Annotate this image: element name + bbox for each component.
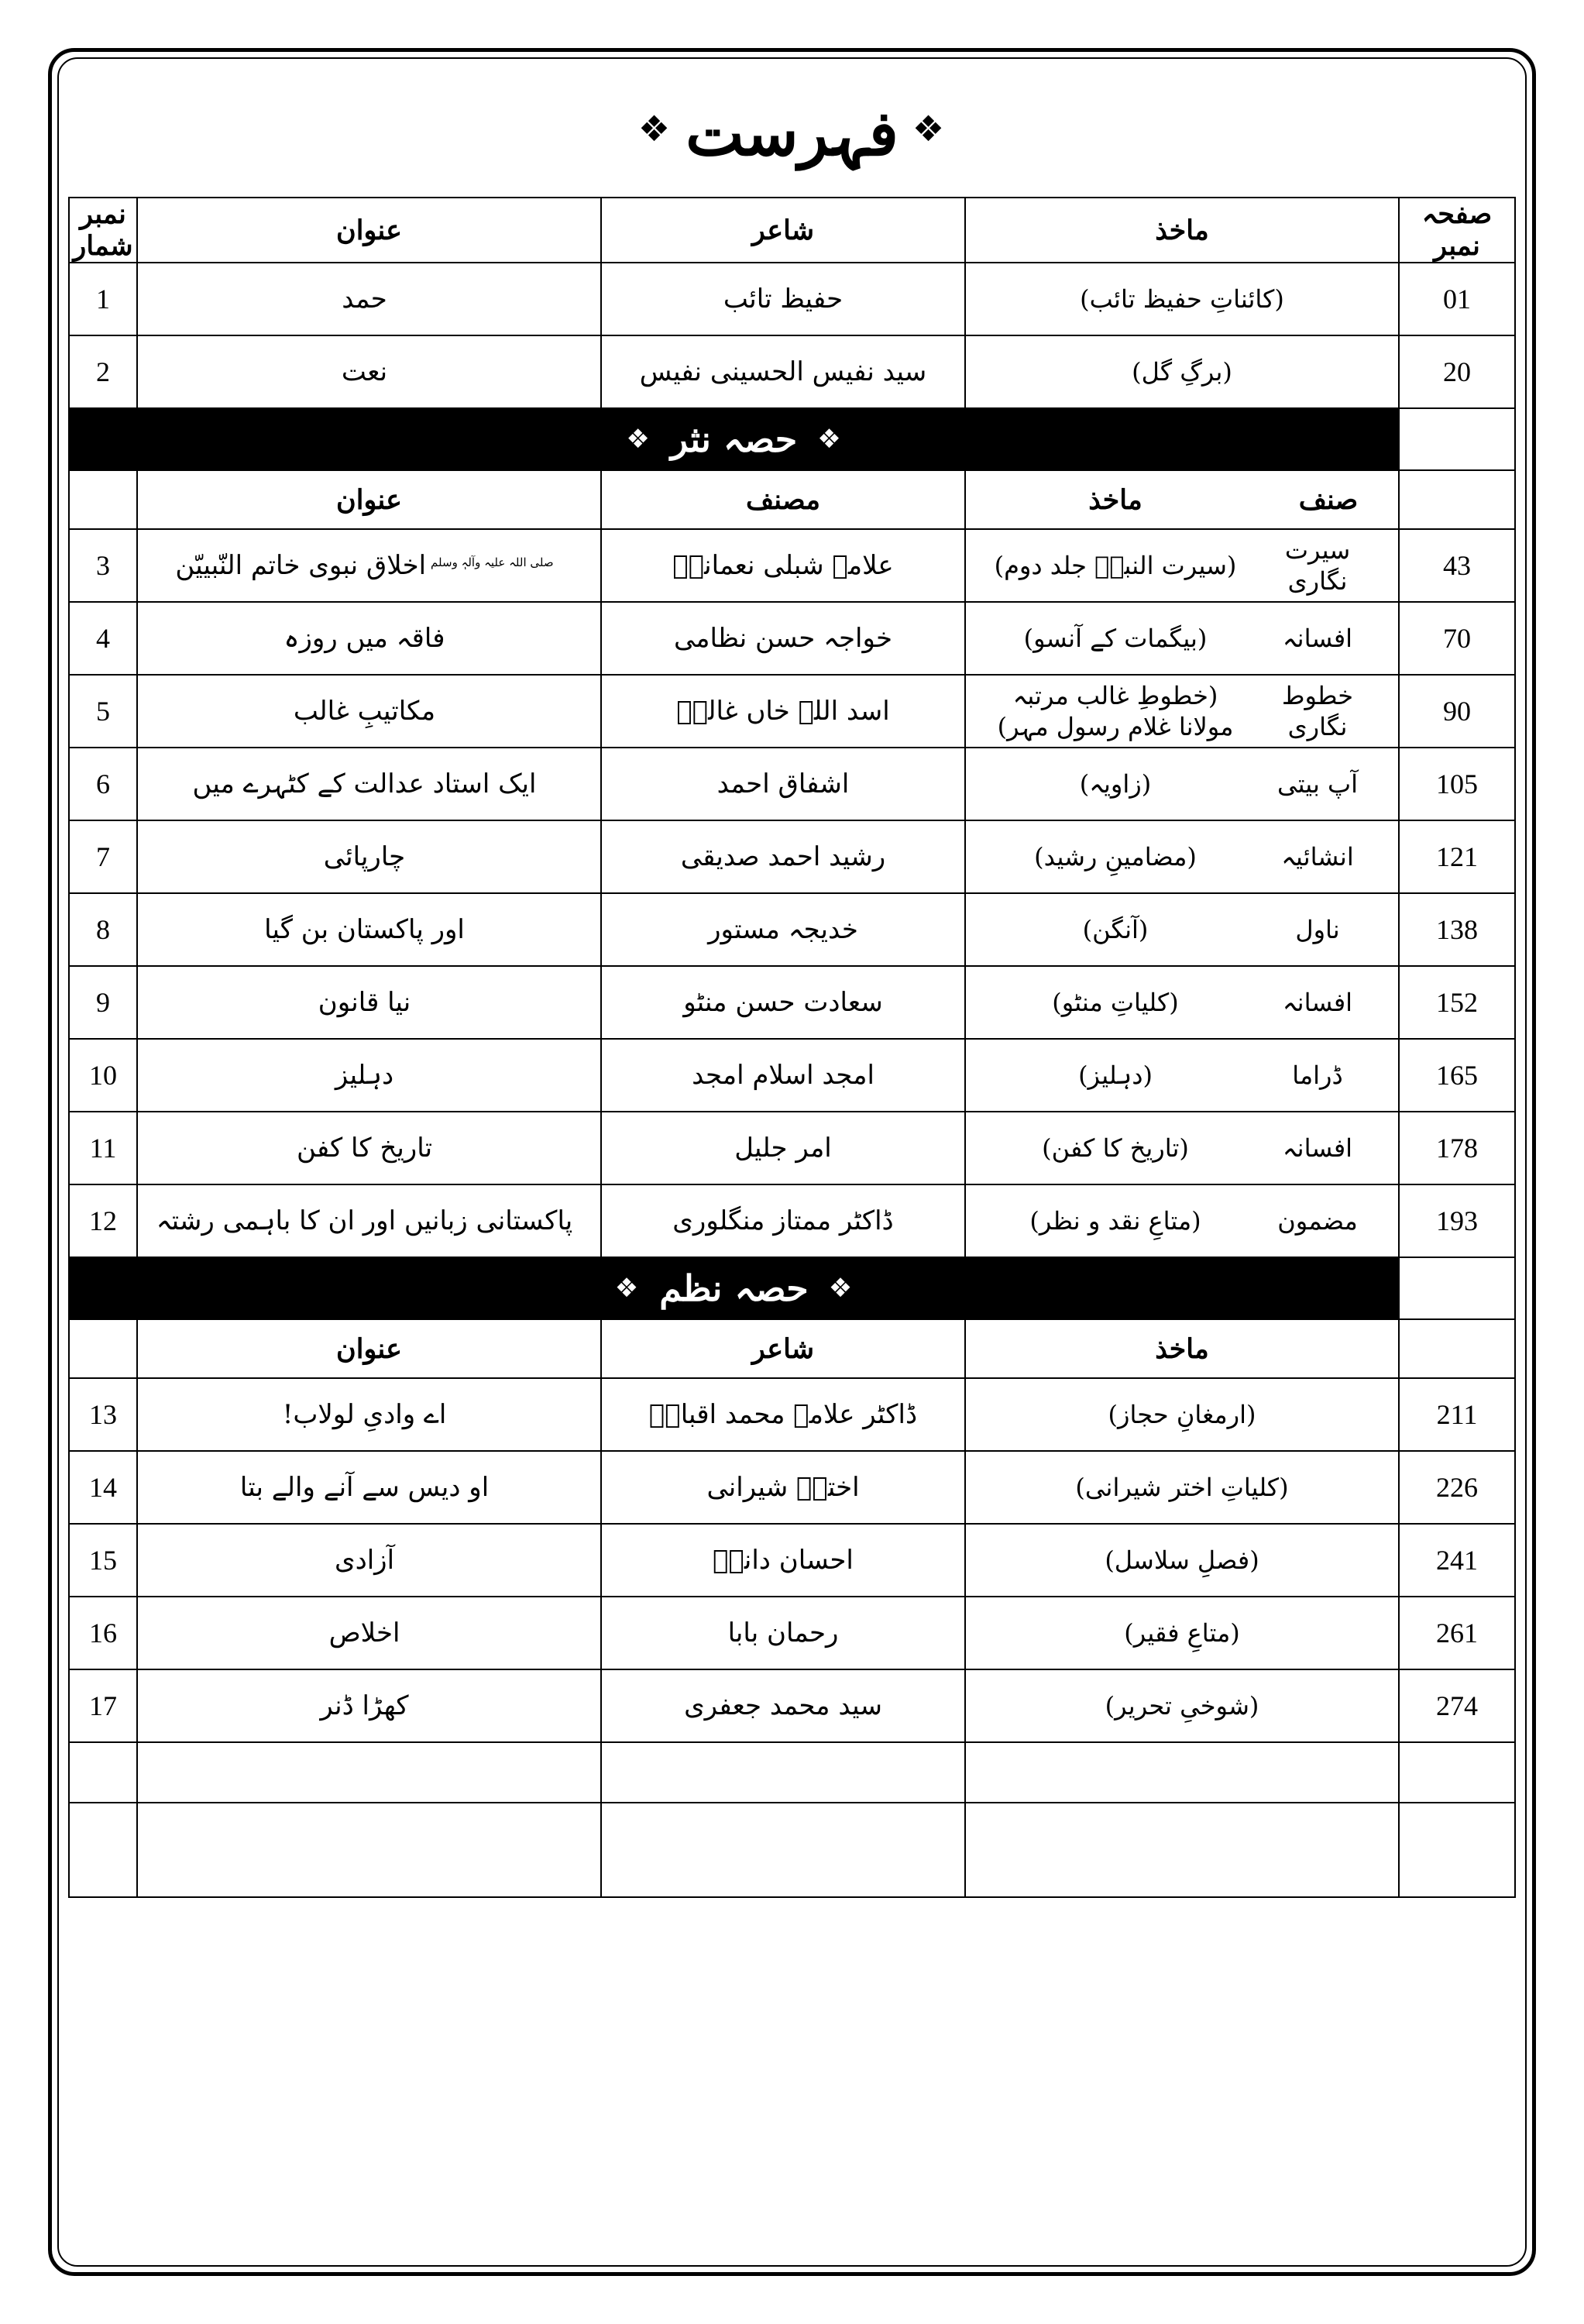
- row-source-genre: [965, 602, 1399, 675]
- row-title: اے وادیِ لولاب!: [137, 1378, 601, 1451]
- row-author: احسان دانشؔ: [601, 1524, 965, 1597]
- ornament-left-icon: ❖: [817, 424, 842, 455]
- header-poet: شاعر: [601, 1319, 965, 1378]
- row-source: (تاریخ کا کفن): [1042, 1133, 1189, 1163]
- row-number: [69, 1742, 137, 1803]
- row-page: [1399, 1742, 1515, 1803]
- row-number: 1: [69, 263, 137, 335]
- page-title: [624, 98, 960, 169]
- section-label: حصہ نظم: [659, 1267, 809, 1309]
- section-bar-label-cell: [69, 408, 1399, 470]
- row-title: نیا قانون: [137, 966, 601, 1039]
- row-number: 16: [69, 1597, 137, 1669]
- table-row: [69, 1669, 1515, 1742]
- row-source: (شوخیِ تحریر): [965, 1669, 1399, 1742]
- table-row: [69, 602, 1515, 675]
- header-number: نمبر شمار: [69, 198, 137, 263]
- row-author: اسد اللہ خاں غالبؔ: [601, 675, 965, 748]
- row-title: مکاتیبِ غالب: [137, 675, 601, 748]
- section-bar-spacer: [1399, 1257, 1515, 1319]
- row-number: 17: [69, 1669, 137, 1742]
- row-number: [69, 1803, 137, 1897]
- row-number: 12: [69, 1184, 137, 1257]
- row-genre: افسانہ: [1282, 1133, 1353, 1163]
- row-source: (کائناتِ حفیظ تائب): [965, 263, 1399, 335]
- header-page: صفحہ نمبر: [1399, 198, 1515, 263]
- row-title: ایک استاد عدالت کے کٹہرے میں: [137, 748, 601, 820]
- row-source: (خطوطِ غالب مرتبہ مولانا غلام رسول مہر): [997, 681, 1234, 741]
- row-number: 8: [69, 893, 137, 966]
- row-page: 01: [1399, 263, 1515, 335]
- row-title: فاقہ میں روزہ: [137, 602, 601, 675]
- row-author: اشفاق احمد: [601, 748, 965, 820]
- table-row: [69, 820, 1515, 893]
- row-source: (فصلِ سلاسل): [965, 1524, 1399, 1597]
- row-number: 4: [69, 602, 137, 675]
- row-source-genre: [965, 675, 1399, 748]
- row-genre: افسانہ: [1282, 624, 1353, 653]
- row-title: [137, 1742, 601, 1803]
- table-header-top: [69, 198, 1515, 263]
- row-page: 226: [1399, 1451, 1515, 1524]
- ornament-right-icon: ❖: [614, 1273, 640, 1304]
- table-row: [69, 748, 1515, 820]
- table-row: [69, 1039, 1515, 1112]
- row-source-genre: [965, 1112, 1399, 1184]
- header-poet: شاعر: [601, 198, 965, 263]
- row-genre: خطوط نگاری: [1281, 681, 1354, 741]
- row-source: (برگِ گل): [965, 335, 1399, 408]
- section-label: حصہ نثر: [670, 418, 798, 460]
- row-title: [137, 529, 601, 602]
- row-page: 274: [1399, 1669, 1515, 1742]
- row-source: [965, 1803, 1399, 1897]
- row-source: (متاعِ نقد و نظر): [1029, 1206, 1201, 1236]
- row-source: (کلیاتِ منٹو): [1052, 988, 1179, 1017]
- row-source-genre: [965, 1184, 1399, 1257]
- row-author: رحمان بابا: [601, 1597, 965, 1669]
- header-number: [69, 1319, 137, 1378]
- header-title: عنوان: [137, 198, 601, 263]
- row-author: علامہ شبلی نعمانیؒ: [601, 529, 965, 602]
- row-author: اخترؔ شیرانی: [601, 1451, 965, 1524]
- section-bar-label-cell: [69, 1257, 1399, 1319]
- row-page: 261: [1399, 1597, 1515, 1669]
- row-source-genre: [965, 820, 1399, 893]
- row-title: نعت: [137, 335, 601, 408]
- row-author: امر جلیل: [601, 1112, 965, 1184]
- row-source: (ارمغانِ حجاز): [965, 1378, 1399, 1451]
- row-author: امجد اسلام امجد: [601, 1039, 965, 1112]
- row-title: چارپائی: [137, 820, 601, 893]
- page-title-text: فہرست: [685, 97, 899, 170]
- row-number: 14: [69, 1451, 137, 1524]
- table-row: [69, 1597, 1515, 1669]
- header-title: عنوان: [137, 470, 601, 529]
- row-source: (آنگن): [1082, 915, 1149, 944]
- header-source: ماخذ: [965, 1319, 1399, 1378]
- row-author: خواجہ حسن نظامی: [601, 602, 965, 675]
- table-row: [69, 966, 1515, 1039]
- table-row: [69, 335, 1515, 408]
- row-page: [1399, 1803, 1515, 1897]
- row-genre: مضمون: [1277, 1206, 1358, 1236]
- row-author: ڈاکٹر علامہ محمد اقبالؒ: [601, 1378, 965, 1451]
- row-page: 241: [1399, 1524, 1515, 1597]
- ornament-left-icon: ❖: [828, 1273, 854, 1304]
- row-author: سعادت حسن منٹو: [601, 966, 965, 1039]
- row-page: 43: [1399, 529, 1515, 602]
- row-author: سید محمد جعفری: [601, 1669, 965, 1742]
- row-title-text: اخلاق نبوی خاتم النّبییّن: [175, 549, 427, 581]
- table-row: [69, 529, 1515, 602]
- header-title: عنوان: [137, 1319, 601, 1378]
- row-number: 15: [69, 1524, 137, 1597]
- table-row-empty: [69, 1803, 1515, 1897]
- table-row: [69, 1451, 1515, 1524]
- table-of-contents: [68, 197, 1516, 1898]
- row-title: دہلیز: [137, 1039, 601, 1112]
- row-title: تاریخ کا کفن: [137, 1112, 601, 1184]
- row-page: 211: [1399, 1378, 1515, 1451]
- table-row: [69, 1378, 1515, 1451]
- row-page: 105: [1399, 748, 1515, 820]
- ornament-left-icon: ❖: [912, 108, 947, 150]
- row-title: پاکستانی زبانیں اور ان کا باہمی رشتہ: [137, 1184, 601, 1257]
- header-author: مصنف: [601, 470, 965, 529]
- row-source: (زاویہ): [1079, 769, 1152, 799]
- row-title: [137, 1803, 601, 1897]
- row-page: 138: [1399, 893, 1515, 966]
- row-number: 6: [69, 748, 137, 820]
- row-source-genre: [965, 529, 1399, 602]
- row-author: حفیظ تائب: [601, 263, 965, 335]
- row-genre: سیرت نگاری: [1284, 535, 1351, 596]
- row-genre: ڈراما: [1292, 1061, 1343, 1090]
- row-author: رشید احمد صدیقی: [601, 820, 965, 893]
- row-source: (متاعِ فقیر): [965, 1597, 1399, 1669]
- row-number: 5: [69, 675, 137, 748]
- table-row: [69, 1112, 1515, 1184]
- ornament-right-icon: ❖: [637, 108, 672, 150]
- ornament-right-icon: ❖: [626, 424, 651, 455]
- page-title-area: [68, 71, 1516, 197]
- row-title: کھڑا ڈنر: [137, 1669, 601, 1742]
- row-source: [965, 1742, 1399, 1803]
- table-row-empty: [69, 1742, 1515, 1803]
- section-bar-prose: [69, 408, 1515, 470]
- row-page: 193: [1399, 1184, 1515, 1257]
- header-source: ماخذ: [965, 198, 1399, 263]
- table-header-prose: [69, 470, 1515, 529]
- header-source: ماخذ: [1088, 483, 1142, 516]
- row-page: 178: [1399, 1112, 1515, 1184]
- row-author: ڈاکٹر ممتاز منگلوری: [601, 1184, 965, 1257]
- row-page: 70: [1399, 602, 1515, 675]
- row-title: اخلاص: [137, 1597, 601, 1669]
- row-author: سید نفیس الحسینی نفیس: [601, 335, 965, 408]
- row-number: 10: [69, 1039, 137, 1112]
- row-number: 2: [69, 335, 137, 408]
- row-source-genre: [965, 748, 1399, 820]
- page-content: [68, 71, 1516, 2253]
- table-row: [69, 893, 1515, 966]
- section-bar-spacer: [1399, 408, 1515, 470]
- row-page: 90: [1399, 675, 1515, 748]
- row-title: او دیس سے آنے والے بتا: [137, 1451, 601, 1524]
- header-source-genre: [965, 470, 1399, 529]
- honorific-calligraphy: صلی اللہ علیہ وآلہٖ وسلم: [431, 555, 554, 569]
- row-source: (بیگمات کے آنسو): [1023, 624, 1208, 653]
- row-genre: ناول: [1295, 915, 1340, 944]
- row-source-genre: [965, 893, 1399, 966]
- row-page: 165: [1399, 1039, 1515, 1112]
- row-page: 121: [1399, 820, 1515, 893]
- row-author: [601, 1803, 965, 1897]
- row-source: (کلیاتِ اختر شیرانی): [965, 1451, 1399, 1524]
- row-genre: افسانہ: [1282, 988, 1353, 1017]
- row-source: (سیرت النبیؐ جلد دوم): [994, 551, 1237, 580]
- row-source-genre: [965, 966, 1399, 1039]
- row-page: 20: [1399, 335, 1515, 408]
- table-row: [69, 1524, 1515, 1597]
- section-bar-poetry: [69, 1257, 1515, 1319]
- row-number: 3: [69, 529, 137, 602]
- header-number: [69, 470, 137, 529]
- row-number: 7: [69, 820, 137, 893]
- row-title: اور پاکستان بن گیا: [137, 893, 601, 966]
- row-source: (دہلیز): [1078, 1061, 1153, 1090]
- header-page: [1399, 470, 1515, 529]
- row-number: 11: [69, 1112, 137, 1184]
- header-genre: صنف: [1298, 483, 1359, 516]
- row-title: آزادی: [137, 1524, 601, 1597]
- table-header-poetry: [69, 1319, 1515, 1378]
- table-row: [69, 263, 1515, 335]
- row-page: 152: [1399, 966, 1515, 1039]
- row-number: 13: [69, 1378, 137, 1451]
- row-genre: آپ بیتی: [1276, 769, 1359, 799]
- row-source-genre: [965, 1039, 1399, 1112]
- row-author: خدیجہ مستور: [601, 893, 965, 966]
- row-author: [601, 1742, 965, 1803]
- table-row: [69, 675, 1515, 748]
- row-genre: انشائیہ: [1281, 842, 1354, 871]
- table-row: [69, 1184, 1515, 1257]
- row-title: حمد: [137, 263, 601, 335]
- header-page: [1399, 1319, 1515, 1378]
- row-source: (مضامینِ رشید): [1034, 842, 1197, 871]
- row-number: 9: [69, 966, 137, 1039]
